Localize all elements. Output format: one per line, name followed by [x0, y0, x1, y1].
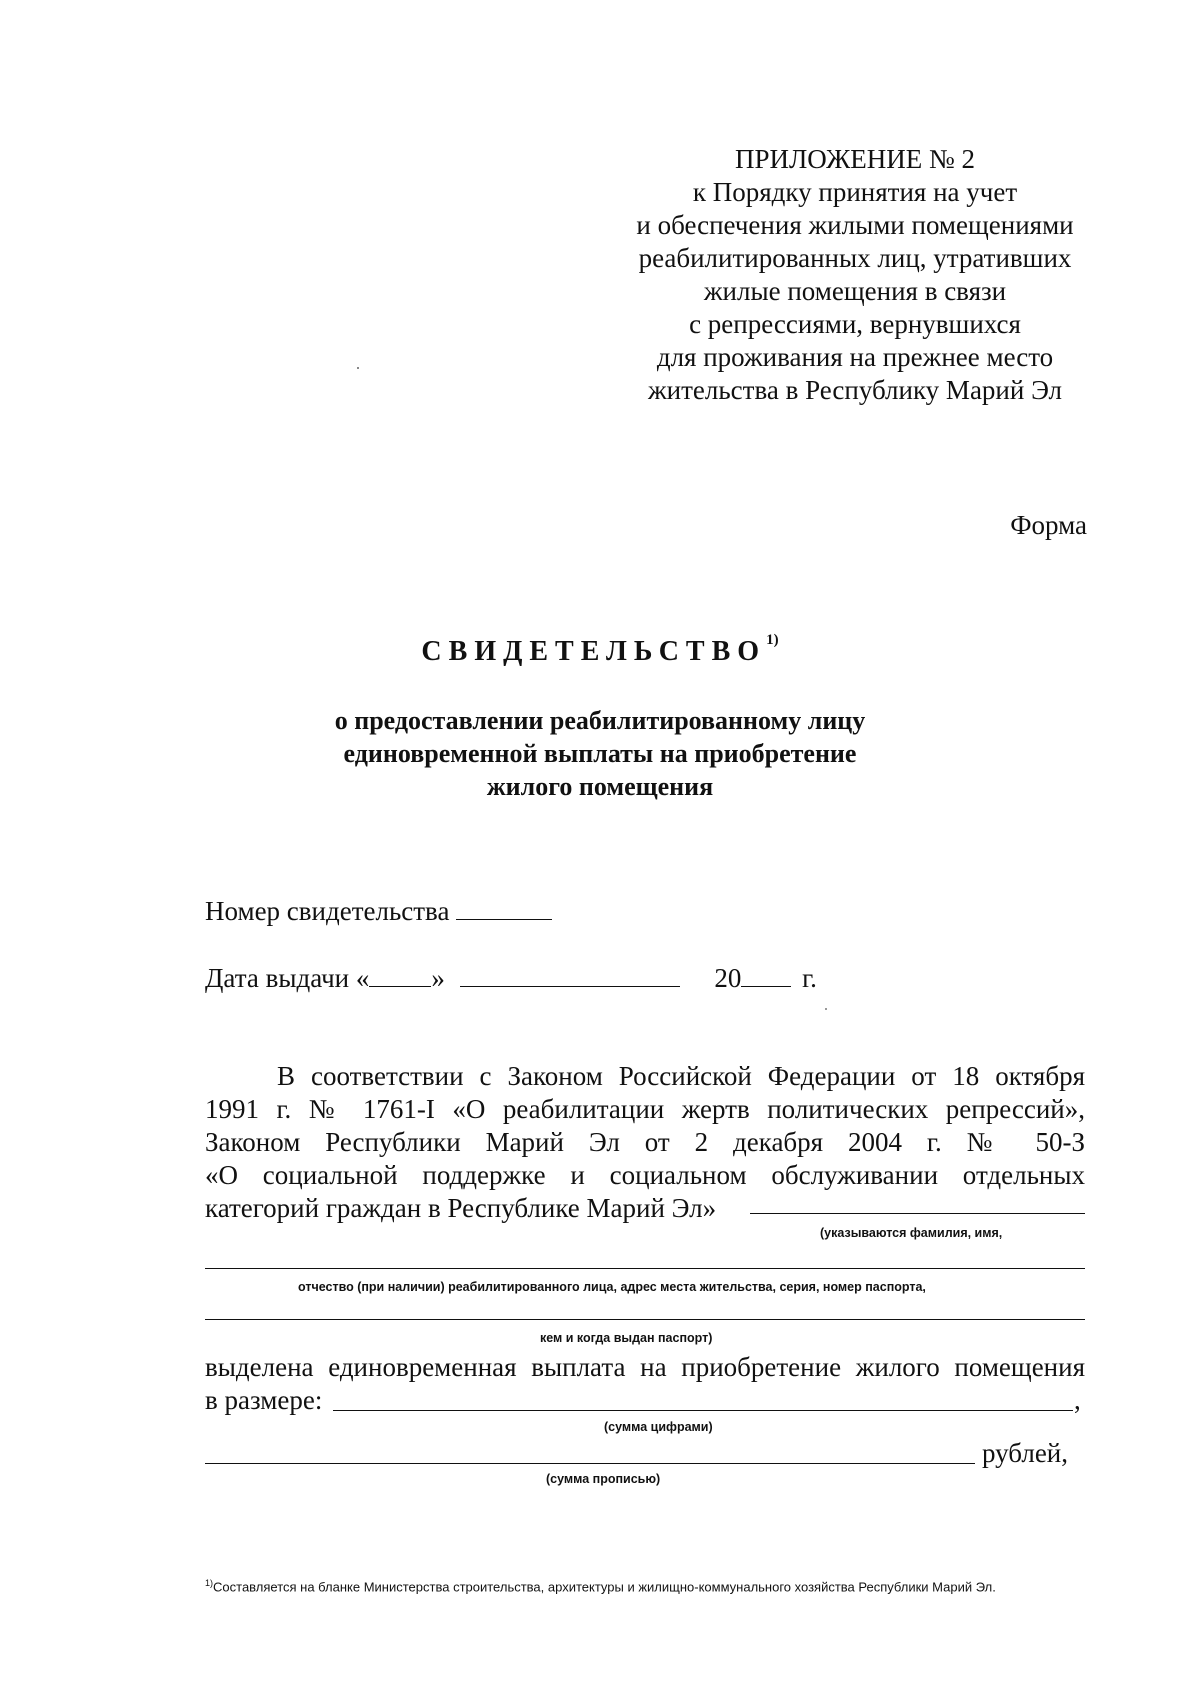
issue-month-field[interactable] — [460, 962, 680, 987]
issue-day-field[interactable] — [369, 962, 431, 987]
recipient-details-field[interactable] — [205, 1268, 1085, 1269]
hint-details: отчество (при наличии) реабилитированного лица, адрес места жительства, серия, номер паспорта, — [298, 1280, 926, 1294]
appendix-line: для проживания на прежнее место — [656, 342, 1054, 372]
rubles-label: рублей, — [982, 1438, 1069, 1468]
body-line: Законом Республики Марий Эл от 2 декабря 2004 г. № 50-З — [205, 1127, 1085, 1157]
subtitle-line: единовременной выплаты на приобретение — [343, 739, 857, 768]
hint-digits: (сумма цифрами) — [604, 1420, 713, 1434]
appendix-line: к Порядку принятия на учет — [692, 177, 1018, 207]
body-line-text: категорий граждан в Республике Марий Эл» — [205, 1193, 717, 1223]
issue-date-row — [205, 962, 817, 994]
amount-comma: , — [1074, 1385, 1081, 1415]
scan-speck — [825, 1008, 827, 1010]
hint-words: (сумма прописью) — [546, 1472, 661, 1486]
issue-date-close-quote: » — [431, 963, 445, 993]
issue-year-suffix: г. — [802, 963, 817, 993]
issue-year-field[interactable] — [741, 962, 791, 987]
appendix-line: жилые помещения в связи — [703, 276, 1007, 306]
passport-issued-field[interactable] — [205, 1319, 1085, 1320]
document-title — [0, 632, 1200, 668]
subtitle-line: жилого помещения — [486, 772, 714, 801]
body-line: 1991 г. № 1761-I «О реабилитации жертв политических репрессий», — [205, 1094, 1085, 1124]
appendix-header — [625, 143, 1085, 407]
allocated-text: выделена единовременная выплата на приобретение жилого помещения — [205, 1352, 1085, 1382]
certificate-number-label: Номер свидетельства — [205, 896, 450, 926]
amount-digits-field[interactable] — [333, 1410, 1073, 1411]
certificate-number-row — [205, 895, 552, 927]
body-line: В соответствии с Законом Российской Федерации от 18 октября — [277, 1061, 1085, 1091]
subtitle-line: о предоставлении реабилитированному лицу — [334, 706, 866, 735]
document-title-text: СВИДЕТЕЛЬСТВО — [421, 636, 767, 667]
body-line — [205, 1192, 1085, 1225]
amount-row — [205, 1384, 1085, 1417]
footnote — [205, 1574, 1085, 1596]
appendix-line: ПРИЛОЖЕНИЕ № 2 — [734, 144, 976, 174]
footnote-text: Составляется на бланке Министерства строительства, архитектуры и жилищно-коммунального хозяйства Республики Марий Эл. — [213, 1579, 996, 1595]
body-paragraph — [205, 1060, 1085, 1225]
recipient-name-field[interactable] — [750, 1213, 1085, 1214]
footnote-mark: 1) — [205, 1578, 214, 1588]
scan-speck — [357, 367, 359, 369]
issue-year-prefix: 20 — [714, 963, 742, 993]
appendix-line: с репрессиями, вернувшихся — [689, 309, 1021, 339]
amount-label: в размере: — [205, 1385, 323, 1415]
appendix-line: жительства в Республику Марий Эл — [647, 375, 1063, 405]
hint-passport: кем и когда выдан паспорт) — [540, 1331, 713, 1345]
body-line: «О социальной поддержке и социальном обслуживании отдельных — [205, 1160, 1085, 1190]
appendix-line: реабилитированных лиц, утративших — [638, 243, 1072, 273]
hint-name: (указываются фамилия, имя, — [820, 1226, 1003, 1240]
appendix-line: и обеспечения жилыми помещениями — [636, 210, 1074, 240]
form-label: Форма — [1010, 510, 1087, 540]
amount-words-field[interactable] — [205, 1463, 975, 1464]
certificate-number-field[interactable] — [456, 895, 552, 920]
document-subtitle — [200, 704, 1000, 803]
issue-date-label: Дата выдачи « — [205, 963, 370, 993]
footnote-reference: 1) — [766, 632, 779, 648]
